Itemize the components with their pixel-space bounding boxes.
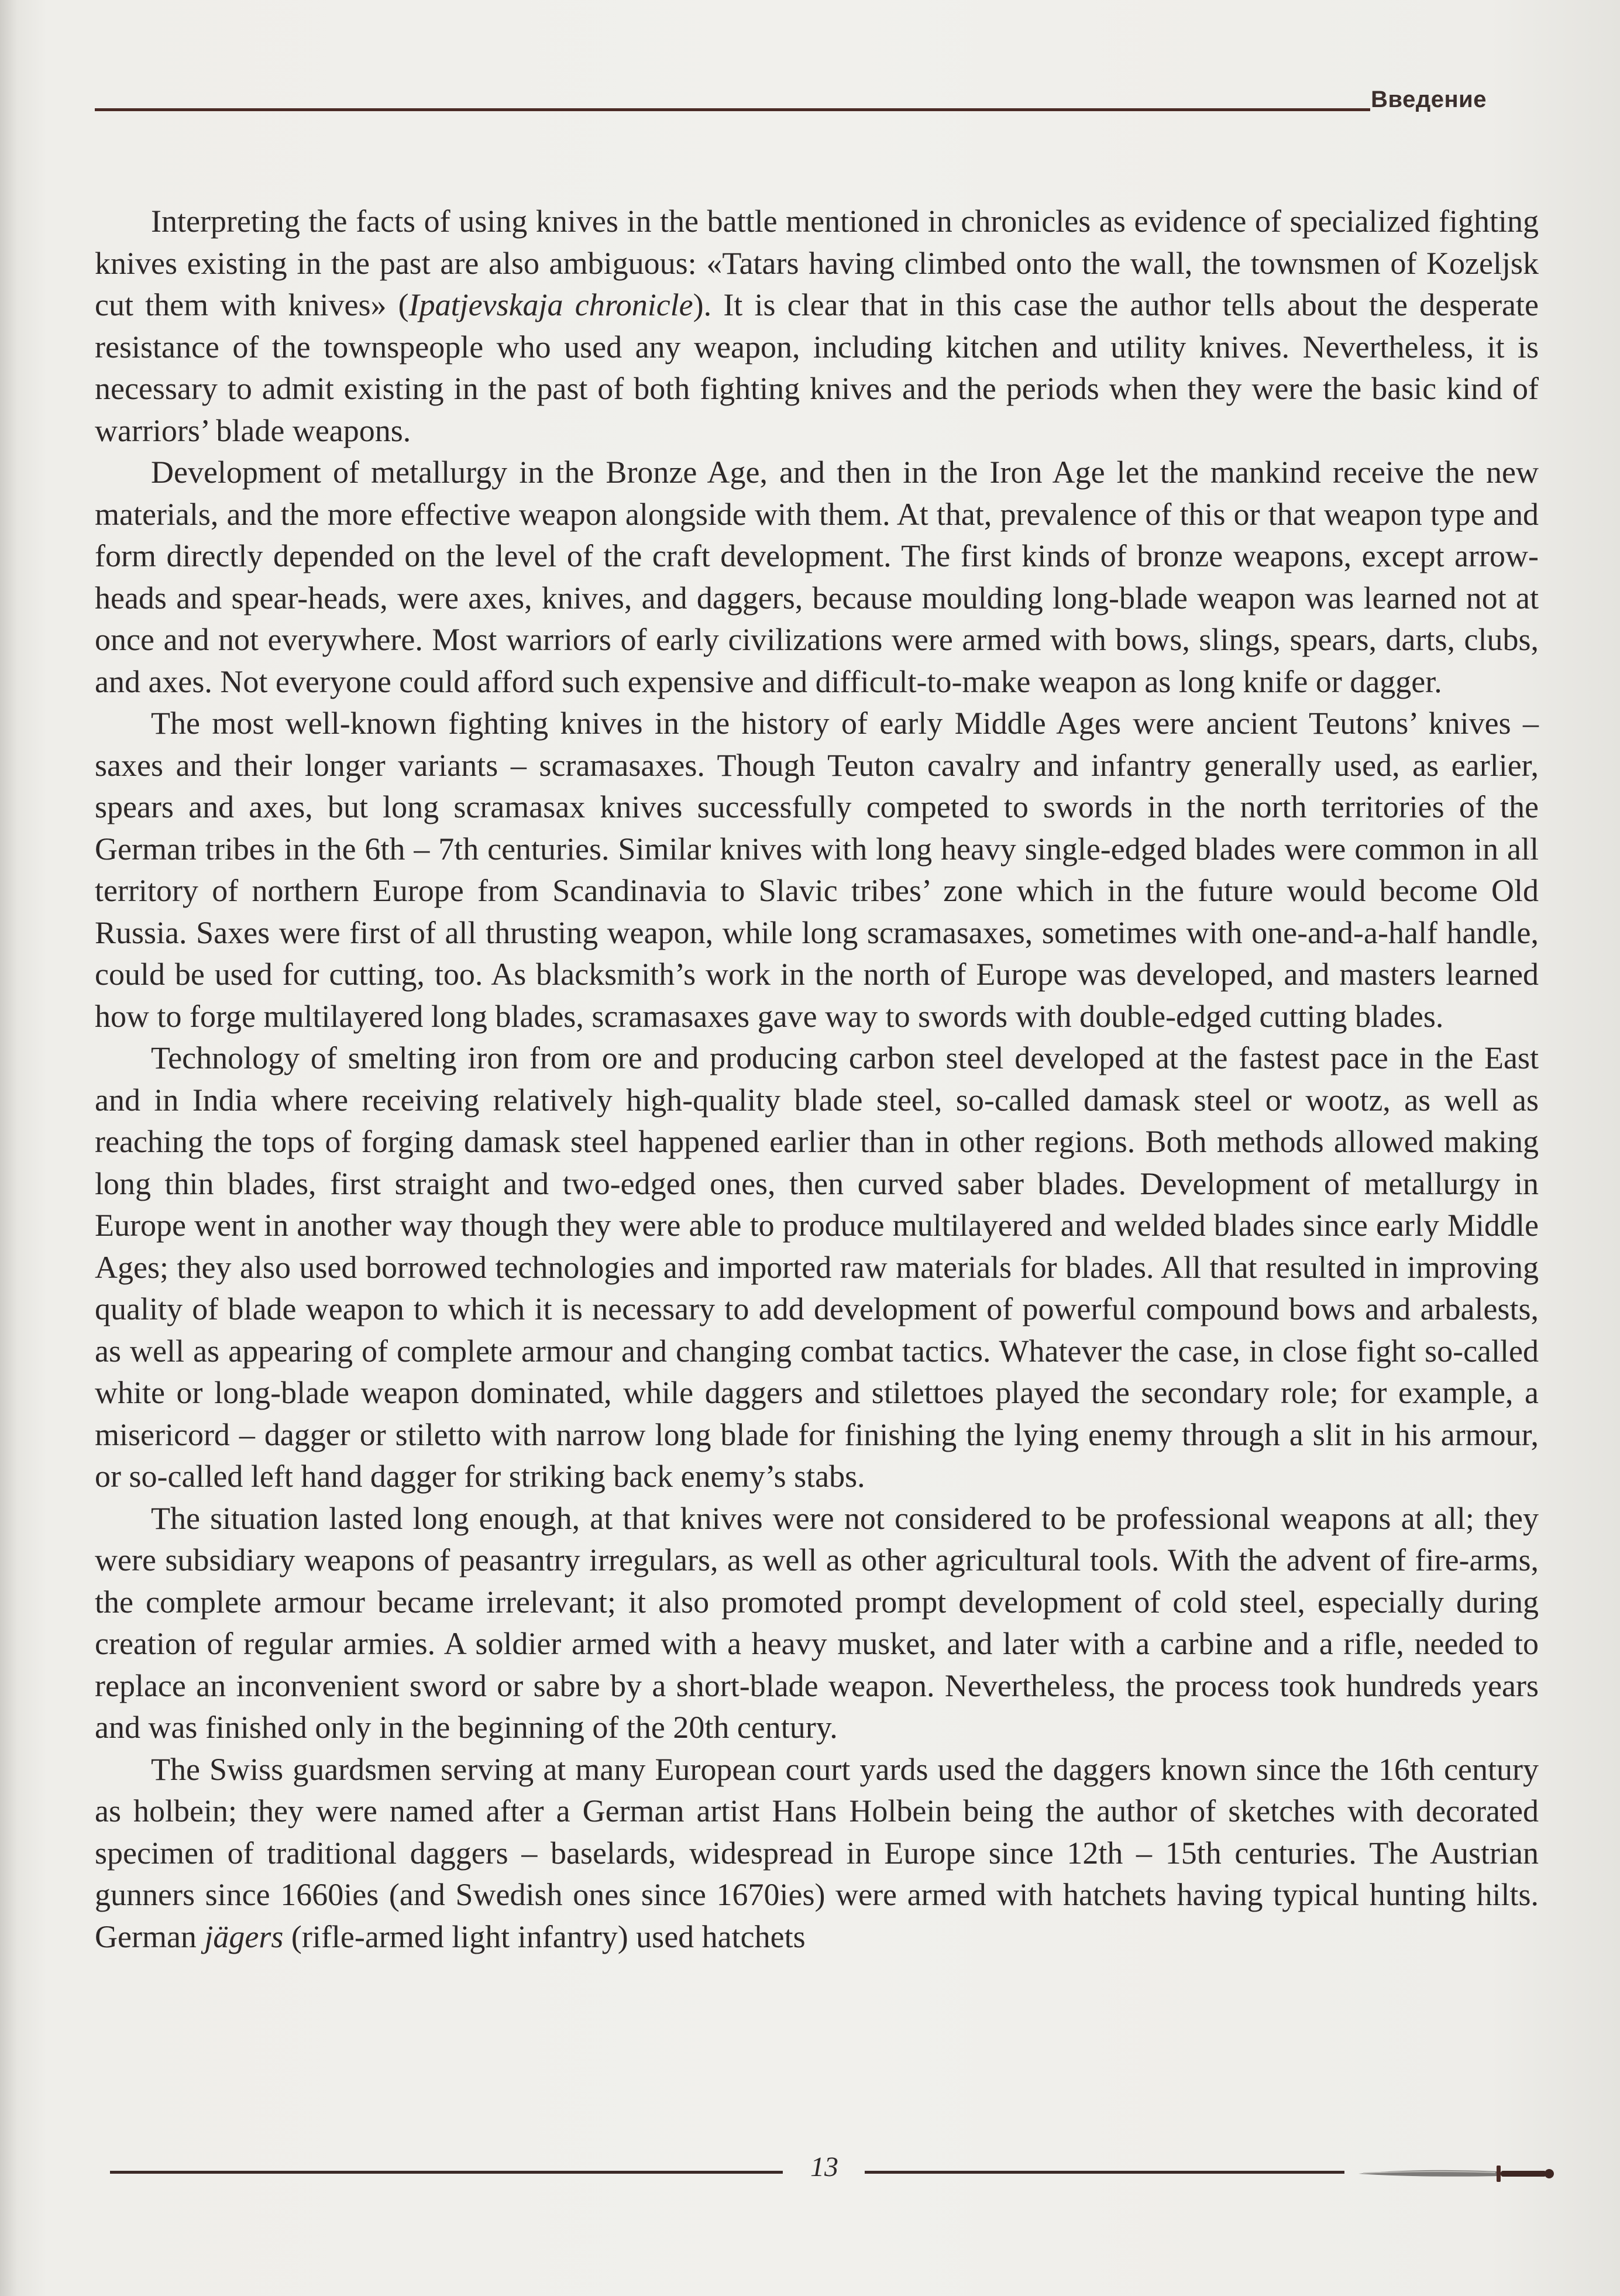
section-title: Введение	[1371, 87, 1487, 112]
footer-rule-right	[865, 2171, 1344, 2174]
paragraph: The most well-known fighting knives in the history of early Middle Ages were ancient Teutons’ knives – saxes and their longer variants – scramasaxes. Though Teuton cavalry and infantry generally used, as earlier, spears and axes, but long scramasax knives successfully competed to swords in the north territories of the German tribes in the 6th – 7th centuries. Similar knives with long heavy single-edged blades were common in all territory of northern Europe from Scandinavia to Slavic tribes’ zone which in the future would become Old Russia. Saxes were first of all thrusting weapon, while long scramasaxes, sometimes with one-and-a-half handle, could be used for cutting, too. As blacksmith’s work in the north of Europe was developed, and masters learned how to forge multilayered long blades, scramasaxes gave way to swords with double-edged cutting blades.	[95, 706, 1539, 1034]
knife-ornament-icon	[1357, 2156, 1559, 2191]
paragraph: The Swiss guardsmen serving at many European court yards used the daggers known since the 16th century as holbein; they were named after a German artist Hans Holbein being the author of sketches with decorated specimen of traditional daggers – baselards, widespread in Europe since 12th – 15th centuries. The Austrian gunners since 1660ies (and Swedish ones since 1670ies) were armed with hatchets having typical hunting hilts. German jägers (rifle-armed light infantry) used hatchets	[95, 1751, 1539, 1954]
paragraph: Technology of smelting iron from ore and producing carbon steel developed at the fastest pace in the East and in India where receiving relatively high-quality blade steel, so-called damask steel or wootz, as well as reaching the tops of forging damask steel happened earlier than in other regions. Both methods allowed making long thin blades, first straight and two-edged ones, then curved saber blades. Development of metallurgy in Europe went in another way though they were able to produce multilayered and welded blades since early Middle Ages; they also used borrowed technologies and imported raw materials for blades. All that resulted in improving quality of blade weapon to which it is necessary to add development of powerful compound bows and arbalests, as well as appearing of complete armour and changing combat tactics. Whatever the case, in close fight so-called white or long-blade weapon dominated, while daggers and stilettoes played the secondary role; for example, a misericord – dagger or stiletto with narrow long blade for finishing the lying enemy through a slit in his armour, or so-called left hand dagger for striking back enemy’s stabs.	[95, 1040, 1539, 1494]
body-text	[95, 201, 1539, 1958]
page-number: 13	[810, 2151, 838, 2182]
footer-rule-left	[110, 2171, 783, 2174]
paragraph: Interpreting the facts of using knives in the battle mentioned in chronicles as evidence of specialized fighting knives existing in the past are also ambiguous: «Tatars having climbed onto the wall, the townsmen of Kozeljsk cut them with knives» (Ipatjevskaja chronicle). It is clear that in this case the author tells about the desperate resistance of the townspeople who used any weapon, including kitchen and utility knives. Nevertheless, it is necessary to admit existing in the past of both fighting knives and the periods when they were the basic kind of warriors’ blade weapons.	[95, 204, 1539, 448]
paragraph: Development of metallurgy in the Bronze Age, and then in the Iron Age let the mankind receive the new materials, and the more effective weapon alongside with them. At that, prevalence of this or that weapon type and form directly depended on the level of the craft development. The first kinds of bronze weapons, except arrow-heads and spear-heads, were axes, knives, and daggers, because moulding long-blade weapon was learned not at once and not everywhere. Most warriors of early civilizations were armed with bows, slings, spears, darts, clubs, and axes. Not everyone could afford such expensive and difficult-to-make weapon as long knife or dagger.	[95, 455, 1539, 699]
paragraph: The situation lasted long enough, at that knives were not considered to be professional weapons at all; they were subsidiary weapons of peasantry irregulars, as well as other agricultural tools. With the advent of fire-arms, the complete armour became irrelevant; it also promoted prompt development of cold steel, especially during creation of regular armies. A soldier armed with a heavy musket, and later with a carbine and a rifle, needed to replace an inconvenient sword or sabre by a short-blade weapon. Nevertheless, the process took hundreds years and was finished only in the beginning of the 20th century.	[95, 1500, 1539, 1745]
header-rule	[95, 108, 1370, 111]
